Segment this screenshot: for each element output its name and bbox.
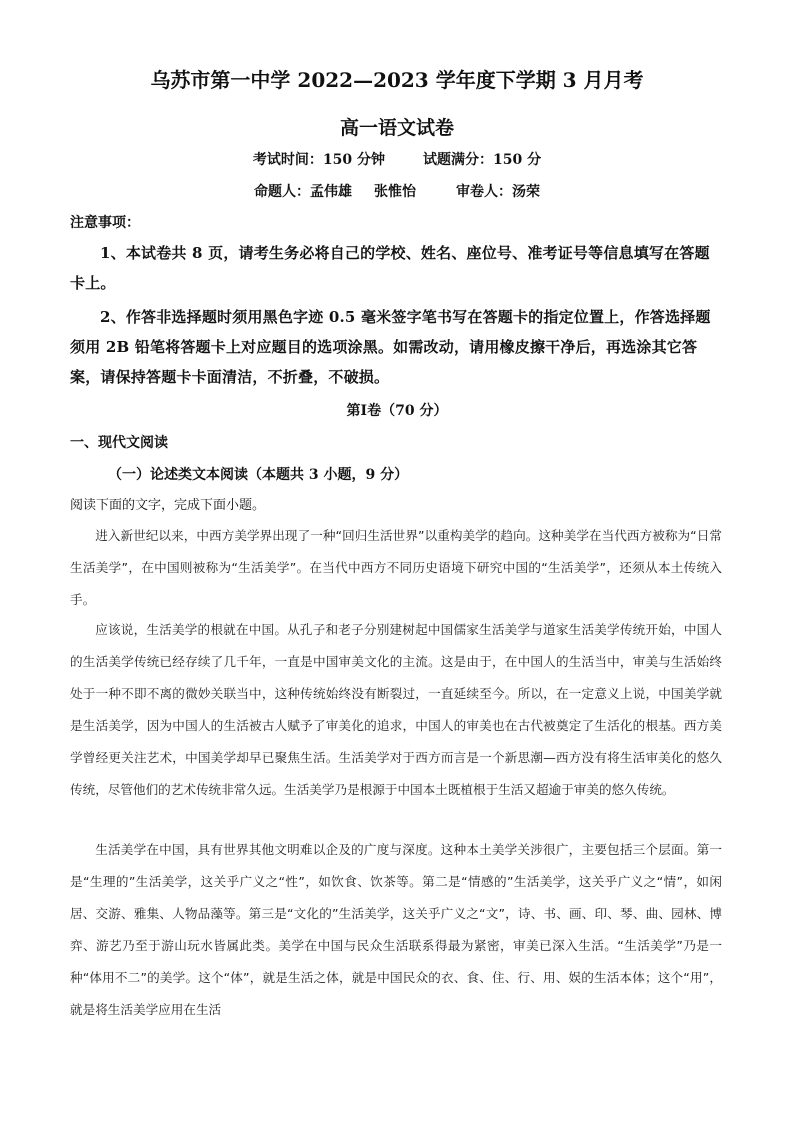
notice-heading: 注意事项： bbox=[70, 215, 140, 231]
notice-item-2: 2、作答非选择题时须用黑色字迹 0.5 毫米签字笔书写在答题卡的指定位置上，作答选择题须用 2B 铅笔将答题卡上对应题目的选项涂黑。如需改动，请用橡皮擦干净后，再选涂其它答案，请保持答题卡卡面清洁，不折叠，不破损。 bbox=[70, 308, 711, 386]
co-author: 张惟怡 bbox=[374, 184, 416, 200]
passage-paragraph: 生活美学在中国，具有世界其他文明难以企及的广度与深度。这种本土美学关涉很广，主要包括三个层面。第一是“生理的”生活美学，这关乎广义之“性”，如饮食、饮茶等。第二是“情感的”生活美学，这关乎广义之“情”，如闲居、交游、雅集、人物品藻等。第三是“文化的”生活美学，这关乎广义之“文”，诗、书、画、印、琴、曲、园林、博弈、游艺乃至于游山玩水皆属此类。美学在中国与民众生活联系得最为紧密，审美已深入生活。“生活美学”乃是一种“体用不二”的美学。这个“体”，就是生活之体，就是中国民众的衣、食、住、行、用、娱的生活本体；这个“用”，就是将生活美学应用在生活 bbox=[70, 842, 722, 1017]
part-heading: 一、现代文阅读 bbox=[70, 435, 168, 451]
notice-item-1: 1、本试卷共 8 页，请考生务必将自己的学校、姓名、座位号、准考证号等信息填写在答题卡上。 bbox=[70, 244, 710, 292]
exam-authors-line bbox=[0, 181, 794, 201]
author: 命题人：孟伟雄 bbox=[254, 184, 352, 200]
passage-paragraph: 应该说，生活美学的根就在中国。从孔子和老子分别建树起中国儒家生活美学与道家生活美学传统开始，中国人的生活美学传统已经存续了几千年，一直是中国审美文化的主流。这是由于，在中国人的生活当中，审美与生活始终处于一种不即不离的微妙关联当中，这种传统始终没有断裂过，一直延续至今。所以，在一定意义上说，中国美学就是生活美学，因为中国人的生活被古人赋予了审美化的追求，中国人的审美也在古代被奠定了生活化的根基。西方美学曾经更关注艺术，中国美学却早已聚焦生活。生活美学对于西方而言是一个新思潮—西方没有将生活审美化的悠久传统，尽管他们的艺术传统非常久远。生活美学乃是根源于中国本土既植根于生活又超逾于审美的悠久传统。 bbox=[70, 622, 722, 797]
exam-time: 考试时间：150 分钟 bbox=[252, 152, 385, 168]
reading-instruction: 阅读下面的文字，完成下面小题。 bbox=[70, 498, 266, 513]
passage-paragraph: 进入新世纪以来，中西方美学界出现了一种“回归生活世界”以重构美学的趋向。这种美学在当代西方被称为“日常生活美学”，在中国则被称为“生活美学”。在当代中西方不同历史语境下研究中国的“生活美学”，还须从本土传统入手。 bbox=[70, 528, 722, 607]
section-label: 第Ⅰ卷（70 分） bbox=[346, 403, 448, 419]
sub-heading: （一）论述类文本阅读（本题共 3 小题，9 分） bbox=[108, 467, 409, 483]
full-score: 试题满分：150 分 bbox=[423, 152, 542, 168]
exam-meta-line bbox=[0, 149, 794, 169]
reviewer: 审卷人：汤荣 bbox=[456, 184, 540, 200]
exam-subtitle: 高一语文试卷 bbox=[339, 117, 454, 139]
exam-title: 乌苏市第一中学 2022—2023 学年度下学期 3 月月考 bbox=[150, 68, 644, 92]
